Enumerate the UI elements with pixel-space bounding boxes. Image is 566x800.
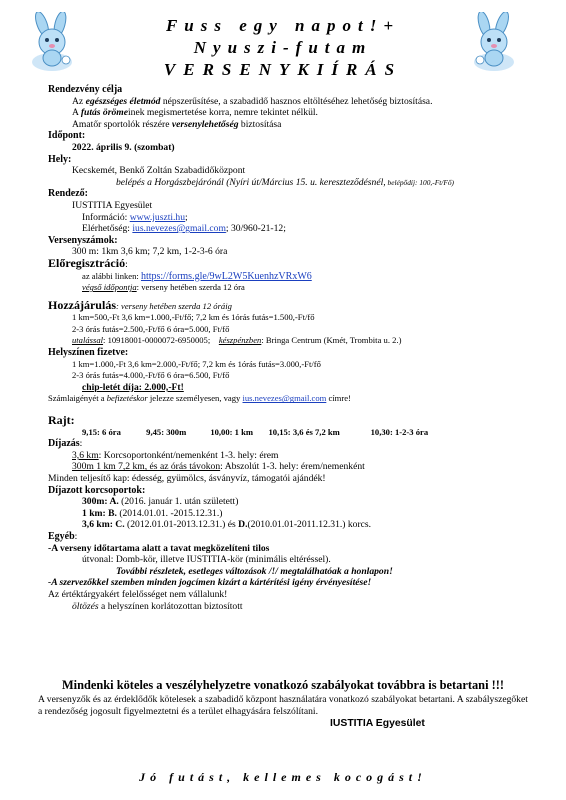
text: egészséges életmód [85,95,161,107]
other-line-1: -A verseny időtartama alatt a tavat megközelíteni tilos [48,542,270,554]
other-line-3: További részletek, esetleges változások /!/ megtalálhatóak a honlapon! [116,565,393,577]
other-line-5: Az értéktárgyakért felelősséget nem vállalunk! [48,588,228,600]
onsite-heading: Helyszínen fizetve: [48,347,129,359]
text: : verseny hetében szerda 12 óráig [116,300,232,311]
events-value: 300 m: 1km 3,6 km; 7,2 km, 1-2-3-6 óra [72,246,228,258]
place-line-1: Kecskemét, Benkő Zoltán Szabadidőközpont [72,165,246,177]
title-line-1: Fuss egy napot!+ [165,16,401,35]
text: 3,6 km: C. [82,519,125,531]
text: az alábbi linken: [82,270,141,281]
awards-line-2 [48,461,548,473]
fee-line-3: 1 km=1.000,-Ft 3,6 km=2.000,-Ft/fő; 7,2 km és 1órás futás=3.000,-Ft/fő [72,358,321,369]
text: Amatőr sportolók részére [72,118,172,130]
other-line-4: -A szervezőkkel szemben minden jogcímen kizárt a kártérítési igény érvényesítése! [48,577,372,589]
organizer-info [48,212,548,224]
text: : Bringa Centrum (Kmét, Trombita u. 2.) [261,335,402,346]
prereg-deadline [48,282,548,294]
start-slot: 10,30: 1-2-3 óra [370,426,429,437]
text: Díjazás [48,438,80,450]
start-slot: 10,00: 1 km [210,426,254,437]
text: Elérhetőség: [82,223,133,235]
text: utalással [72,335,104,346]
form-link[interactable]: https://forms.gle/9wL2W5KuenhzVRxW6 [140,270,312,282]
text: címre! [326,393,351,404]
text: végső időpontja [82,282,137,293]
date-value: 2022. április 9. (szombat) [72,141,175,153]
text: (2014.01.01. -2015.12.31.) [116,507,223,519]
text: biztosítása [238,118,282,130]
goal-line-1 [48,96,548,108]
rules-paragraph: A versenyzők és az érdeklődők kötelesek a szabadidő központ használatára vonatkozó szabályokat betartani. A szabályszegőket a rendezőség jogosult figyelmeztetni és a terület elhagyására felszólítani. [38,694,528,717]
text: inek megismertetése korra, nemre tekintet nélkül. [128,107,318,119]
text: belépés a Horgászbejárónál (Nyíri út/Március 15. u. kereszteződésnél, [116,176,386,188]
ages-heading: Díjazott korcsoportok: [48,484,146,496]
website-link[interactable]: www.juszti.hu [129,211,186,223]
announcement-body [48,84,548,612]
text: : [79,438,83,450]
chip-deposit: chip-letét díja: 2.000,-Ft! [82,381,184,393]
text: : Korcsoportonként/nemenként 1-3. hely: érem [98,449,279,461]
text: befizetéskor [106,393,148,404]
text: Hozzájárulás [48,297,116,312]
text: (2016. január 1. után született) [118,496,239,508]
organizer-contact [48,223,548,235]
text: D. [238,519,248,531]
text: 3,6 km [72,449,99,461]
fee-line-2: 2-3 órás futás=2.500,-Ft/fő 6 óra=5.000, Ft/fő [72,323,230,334]
start-times [48,427,548,439]
text: népszerűsítése, a szabadidő hasznos eltöltéséhez lehetőség biztosítása. [160,95,433,107]
age-group-a [48,496,548,508]
text: : [74,530,78,542]
organizer-name: IUSTITIA Egyesület [72,199,153,211]
text: 300m: A. [82,496,119,508]
awards-line-3: Minden teljesítő kap: édesség, gyümölcs, ásványvíz, támogatói ajándék! [48,473,326,484]
date-heading: Időpont: [48,130,86,142]
text: : 10918001-0000072-6950005; [103,335,211,346]
fee-line-1: 1 km=500,-Ft 3,6 km=1.000,-Ft/fő; 7,2 km és 1órás futás=1.500,-Ft/fő [72,312,315,323]
awards-line-1 [48,450,548,462]
events-heading: Versenyszámok: [48,234,118,246]
text: ; 30/960-21-12; [225,223,286,235]
fee-heading [48,297,548,313]
safety-warning: Mindenki köteles a veszélyhelyzetre vonatkozó szabályokat továbbra is betartani !!! [61,678,504,692]
text: Előregisztráció [48,255,126,270]
other-line-6 [48,601,548,613]
title-line-2: Nyuszi-futam [193,38,373,57]
goal-line-3 [48,119,548,131]
text: 1 km: B. [82,507,117,519]
text: : Abszolút 1-3. hely: érem/nemenként [220,461,365,473]
email-link[interactable]: ius.nevezes@gmail.com [132,223,226,235]
text: 300m 1 km 7,2 km, és az órás távokon [72,461,221,473]
start-slot: 9,45: 300m [146,426,187,437]
other-line-2: útvonal: Domb-kör, illetve IUSTITIA-kör (minimális eltéréssel). [82,554,331,566]
fee-payment [48,335,548,347]
text: öltözés [72,600,99,612]
awards-heading [48,438,548,450]
organizer-heading: Rendező: [48,188,88,200]
start-heading: Rajt: [48,413,75,428]
text: futás öröme [80,107,128,119]
prereg-heading [48,255,548,271]
text: a helyszínen korlátozottan biztosított [98,600,243,612]
text: Egyéb [48,530,75,542]
age-group-b [48,508,548,520]
goal-line-2 [48,107,548,119]
text: (2012.01.01-2013.12.31.) és [124,519,239,531]
prereg-line [48,271,548,283]
text: Az [72,95,86,107]
text: Számlaigényét a [48,393,107,404]
text: A [72,107,81,119]
start-slot: 10,15: 3,6 és 7,2 km [268,426,340,437]
place-line-2 [48,177,548,189]
start-slot: 9,15: 6 óra [82,426,121,437]
text: Információ: [82,211,130,223]
text: versenylehetőség [171,118,239,130]
text: ; [185,211,188,223]
title-line-3: VERSENYKIÍRÁS [163,60,403,79]
invoice-email-link[interactable]: ius.nevezes@gmail.com [242,393,327,404]
footer-slogan: Jó futást, kellemes kocogást! [139,770,427,784]
text: : verseny hetében szerda 12 óra [136,282,245,293]
fee-line-4: 2-3 órás futás=4.000,-Ft/fő 6 óra=6.500, Ft/fő [72,370,230,381]
text: : [125,258,128,270]
text: belépődíj: 100,-Ft/Fő) [385,177,455,187]
signature: IUSTITIA Egyesület [330,718,425,729]
text: készpénzben [218,335,262,346]
goal-heading: Rendezvény célja [48,84,123,95]
other-heading [48,531,548,543]
text: jelezze személyesen, vagy [147,393,243,404]
place-heading: Hely: [48,153,72,165]
text: (2010.01.01-2011.12.31.) korcs. [247,519,372,531]
invoice-note [48,393,548,405]
age-group-cd [48,519,548,531]
